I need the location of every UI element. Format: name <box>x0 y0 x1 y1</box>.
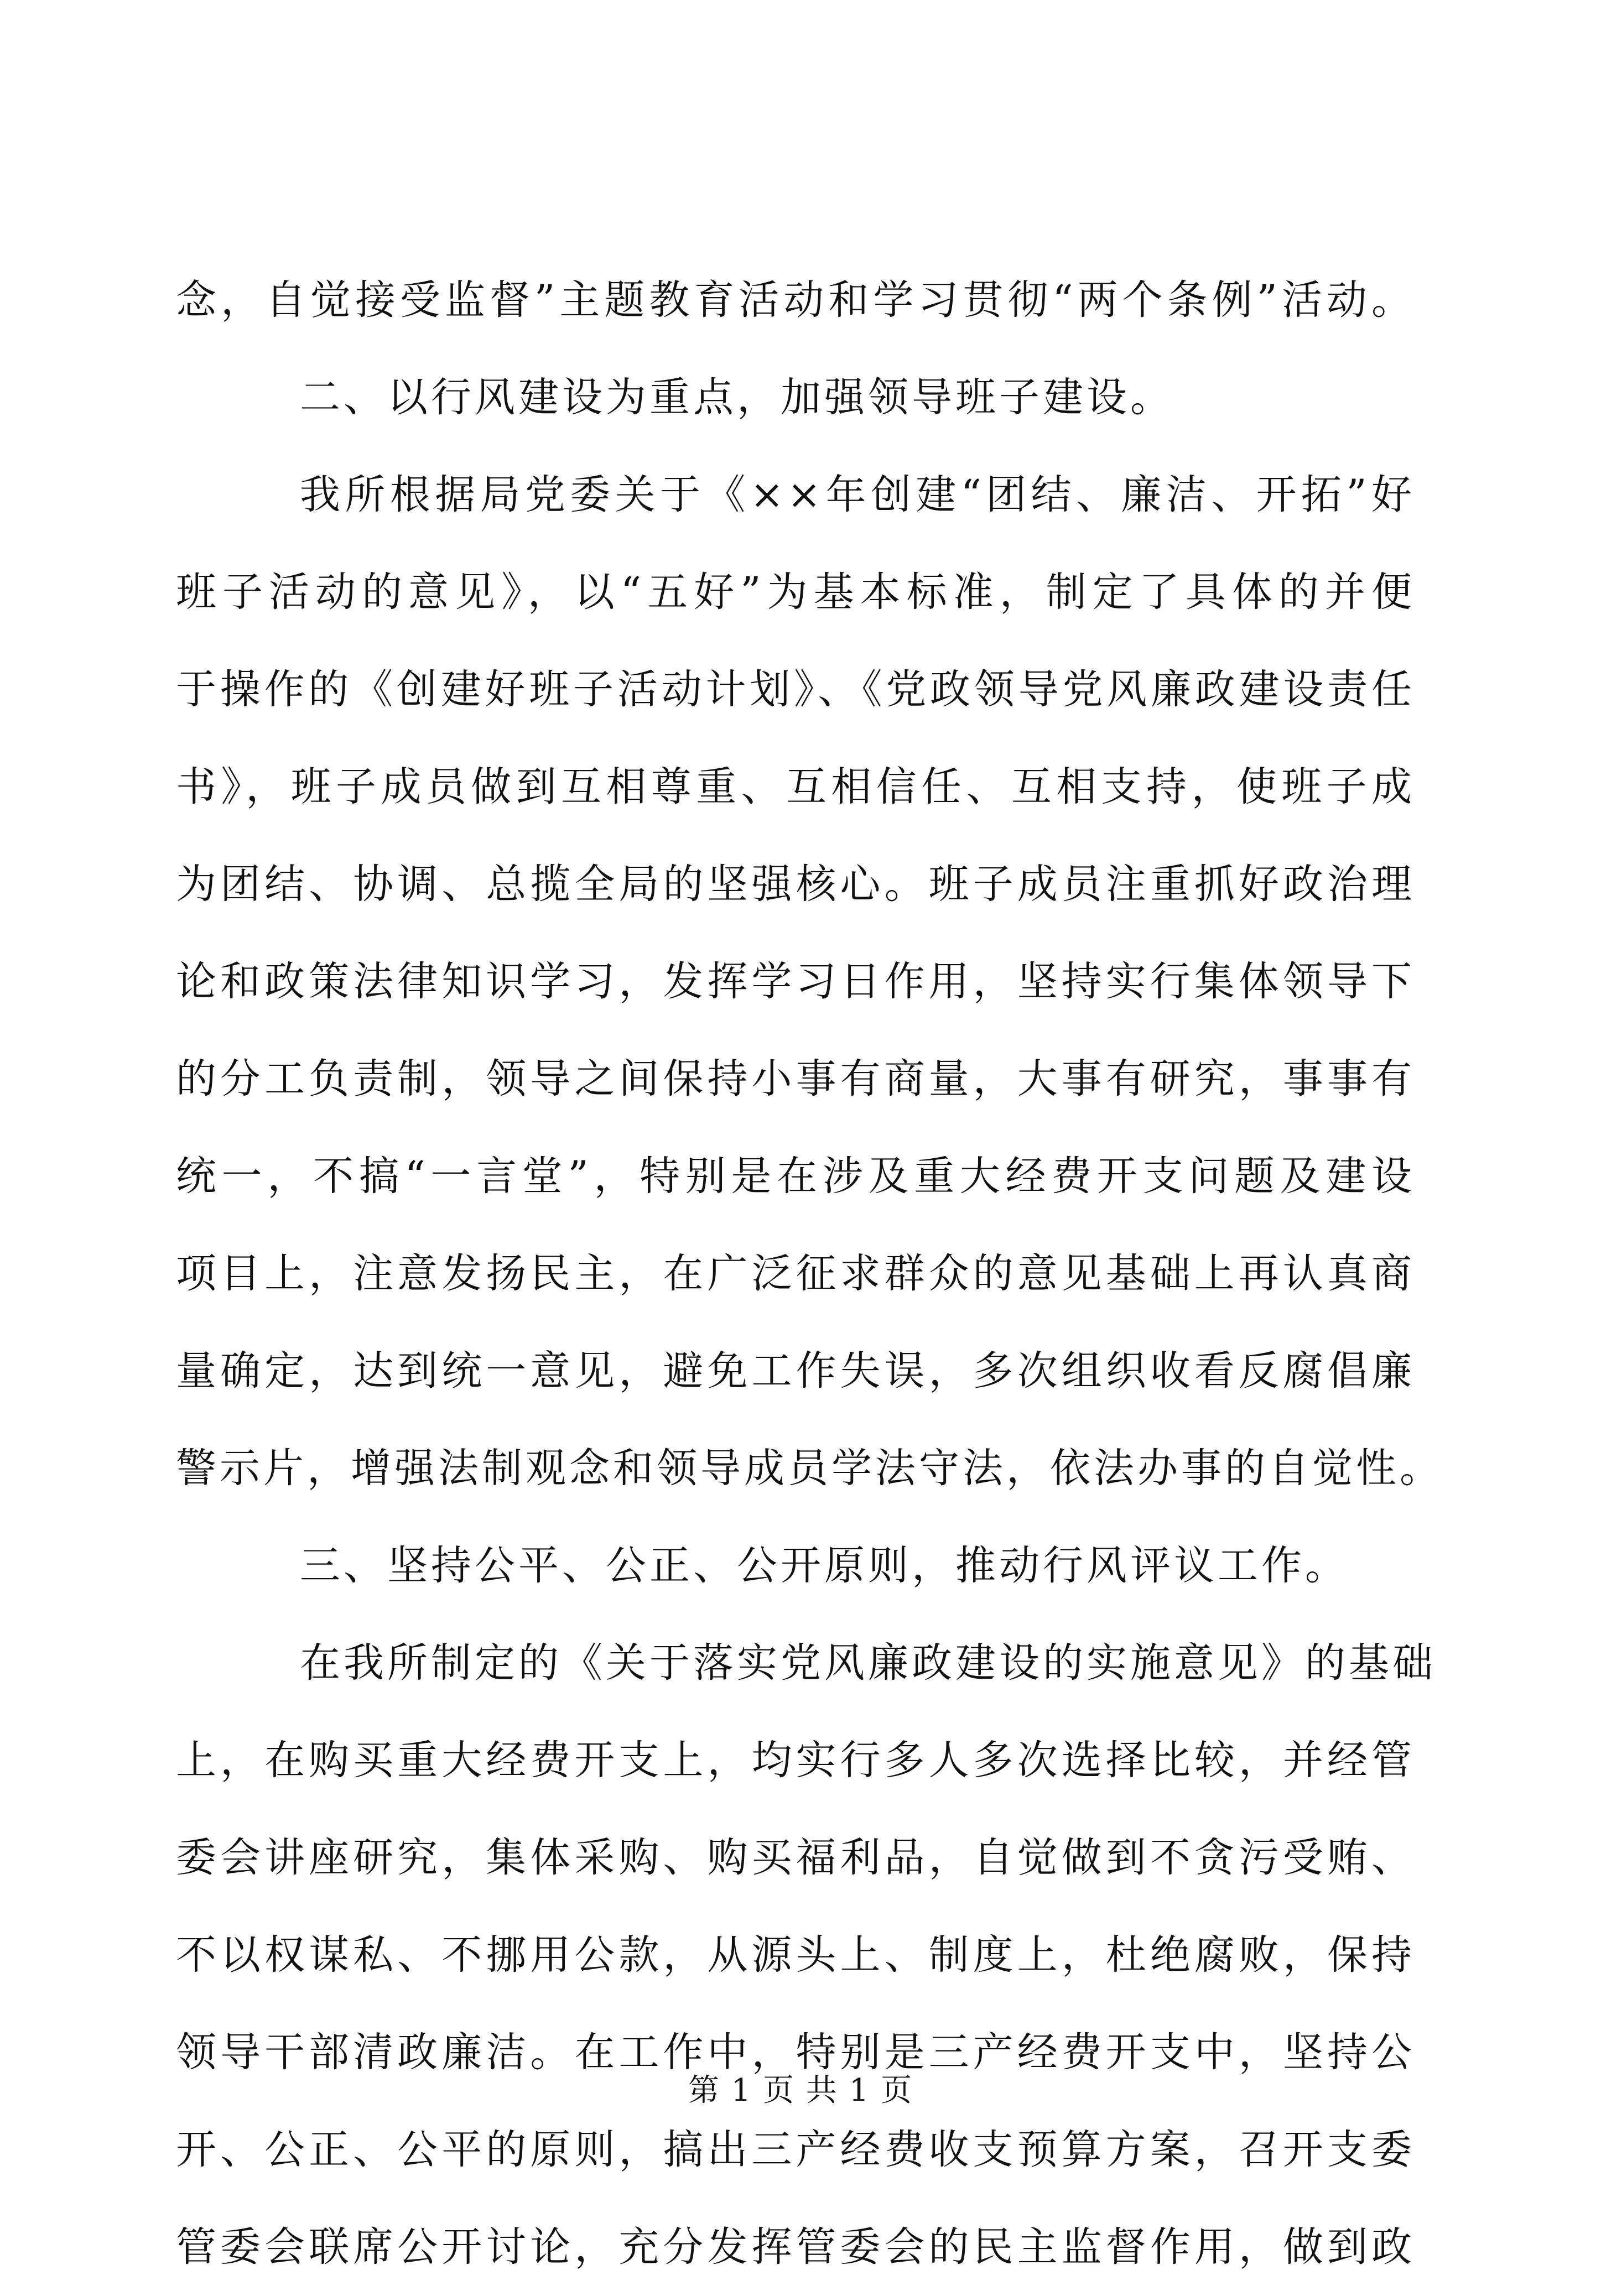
text-line: 开、公正、公平的原则，搞出三产经费收支预算方案，召开支委 <box>176 2126 1415 2173</box>
text-line: 为团结、协调、总揽全局的坚强核心。班子成员注重抓好政治理 <box>176 861 1415 908</box>
text-line: 管委会联席公开讨论，充分发挥管委会的民主监督作用，做到政 <box>176 2224 1415 2271</box>
section-heading: 三、坚持公平、公正、公开原则，推动行风评议工作。 <box>300 1542 1349 1589</box>
page-number-footer: 第 1 页 共 1 页 <box>688 2073 913 2108</box>
text-line: 委会讲座研究，集体采购、购买福利品，自觉做到不贪污受贿、 <box>176 1834 1415 1881</box>
text-line: 量确定，达到统一意见，避免工作失误，多次组织收看反腐倡廉 <box>176 1347 1415 1394</box>
text-line: 上，在购买重大经费开支上，均实行多人多次选择比较，并经管 <box>176 1737 1415 1784</box>
text-line: 的分工负责制，领导之间保持小事有商量，大事有研究，事事有 <box>176 1055 1415 1102</box>
text-line: 领导干部清政廉洁。在工作中，特别是三产经费开支中，坚持公 <box>176 2029 1415 2076</box>
text-line: 念，自觉接受监督”主题教育活动和学习贯彻“两个条例”活动。 <box>176 277 1415 324</box>
text-line: 统一，不搞“一言堂”，特别是在涉及重大经费开支问题及建设 <box>176 1153 1415 1200</box>
section-heading: 二、以行风建设为重点，加强领导班子建设。 <box>300 374 1174 421</box>
text-line: 于操作的《创建好班子活动计划》、《党政领导党风廉政建设责任 <box>176 666 1415 713</box>
text-line: 班子活动的意见》，以“五好”为基本标准，制定了具体的并便 <box>176 569 1415 616</box>
document-body <box>176 252 1443 2296</box>
text-line: 项目上，注意发扬民主，在广泛征求群众的意见基础上再认真商 <box>176 1250 1415 1297</box>
text-line: 论和政策法律知识学习，发挥学习日作用，坚持实行集体领导下 <box>176 958 1415 1005</box>
text-line: 在我所制定的《关于落实党风廉政建设的实施意见》的基础 <box>300 1639 1436 1686</box>
text-line: 警示片，增强法制观念和领导成员学法守法，依法办事的自觉性。 <box>176 1445 1443 1492</box>
text-line: 不以权谋私、不挪用公款，从源头上、制度上，杜绝腐败，保持 <box>176 1931 1415 1979</box>
text-line: 书》，班子成员做到互相尊重、互相信任、互相支持，使班子成 <box>176 763 1415 810</box>
text-line: 我所根据局党委关于《××年创建“团结、廉洁、开拓”好 <box>300 471 1415 518</box>
